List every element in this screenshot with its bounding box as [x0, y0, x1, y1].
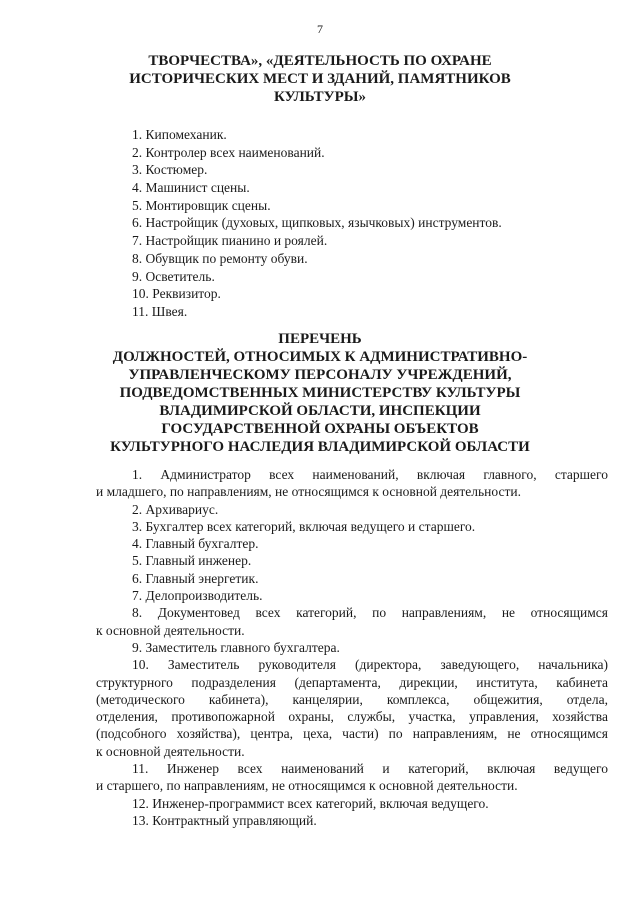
positions-list-administrative	[96, 466, 608, 829]
list-item-line: 6. Главный энергетик.	[132, 570, 259, 586]
list-item: 1. Кипомеханик.	[132, 127, 227, 142]
list-item-line: 9. Заместитель главного бухгалтера.	[132, 639, 340, 655]
heading-line: КУЛЬТУРЫ»	[274, 89, 366, 105]
list-item: 3. Костюмер.	[132, 162, 208, 178]
list-item	[96, 570, 608, 587]
list-item-line: 5. Главный инженер.	[132, 553, 252, 569]
list-item: 9. Осветитель.	[132, 268, 215, 284]
heading-line: ГОСУДАРСТВЕННОЙ ОХРАНЫ ОБЪЕКТОВ	[161, 421, 479, 437]
list-item	[96, 587, 608, 604]
heading-line: ИСТОРИЧЕСКИХ МЕСТ И ЗДАНИЙ, ПАМЯТНИКОВ	[129, 71, 511, 87]
section-heading-continued	[0, 52, 640, 106]
heading-line: ТВОРЧЕСТВА», «ДЕЯТЕЛЬНОСТЬ ПО ОХРАНЕ	[148, 53, 492, 69]
list-item-line: (подсобного хозяйства), центра, цеха, части) по направлениям, не относящимся	[96, 726, 608, 742]
list-item-line: и старшего, по направлениям, не относящимся к основной деятельности.	[96, 778, 518, 794]
list-item: 2. Контролер всех наименований.	[132, 144, 325, 160]
list-item-line: к основной деятельности.	[96, 743, 245, 759]
heading-line: КУЛЬТУРНОГО НАСЛЕДИЯ ВЛАДИМИРСКОЙ ОБЛАСТИ	[110, 439, 530, 455]
list-item-line: 2. Архивариус.	[132, 501, 219, 517]
heading-line: ПЕРЕЧЕНЬ	[278, 331, 362, 347]
list-title	[0, 330, 640, 456]
list-item	[96, 795, 608, 812]
list-item	[96, 604, 608, 639]
list-item: 6. Настройщик (духовых, щипковых, язычковых) инструментов.	[132, 215, 502, 231]
list-item: 10. Реквизитор.	[132, 286, 221, 302]
list-item-line: 13. Контрактный управляющий.	[132, 812, 317, 828]
list-item: 5. Монтировщик сцены.	[132, 197, 271, 213]
page-number: 7	[317, 22, 323, 36]
list-item	[96, 812, 608, 829]
list-item: 4. Машинист сцены.	[132, 180, 250, 196]
list-item-line: 11. Инженер всех наименований и категорий, включая ведущего	[132, 761, 608, 777]
list-item	[96, 466, 608, 501]
list-item	[96, 535, 608, 552]
list-item	[96, 518, 608, 535]
list-item	[96, 656, 608, 760]
list-item-line: и младшего, по направлениям, не относящимся к основной деятельности.	[96, 484, 521, 500]
list-item	[96, 639, 608, 656]
list-item-line: 4. Главный бухгалтер.	[132, 536, 259, 552]
list-item-line: 10. Заместитель руководителя (директора, заведующего, начальника)	[132, 657, 608, 673]
heading-line: ПОДВЕДОМСТВЕННЫХ МИНИСТЕРСТВУ КУЛЬТУРЫ	[119, 385, 521, 401]
list-item	[96, 501, 608, 518]
positions-list-creative	[132, 126, 502, 321]
list-item: 11. Швея.	[132, 303, 188, 319]
list-item-line: 1. Администратор всех наименований, включая главного, старшего	[132, 467, 608, 482]
list-item-line: 3. Бухгалтер всех категорий, включая ведущего и старшего.	[132, 518, 476, 534]
heading-line: УПРАВЛЕНЧЕСКОМУ ПЕРСОНАЛУ УЧРЕЖДЕНИЙ,	[128, 367, 512, 383]
list-item-line: отделения, противопожарной охраны, службы, участка, управления, хозяйства	[96, 709, 608, 725]
heading-line: ВЛАДИМИРСКОЙ ОБЛАСТИ, ИНСПЕКЦИИ	[159, 403, 481, 419]
list-item: 7. Настройщик пианино и роялей.	[132, 233, 328, 249]
list-item-line: 12. Инженер-программист всех категорий, включая ведущего.	[132, 795, 489, 811]
heading-line: ДОЛЖНОСТЕЙ, ОТНОСИМЫХ К АДМИНИСТРАТИВНО-	[112, 349, 528, 365]
list-item	[96, 552, 608, 569]
list-item-line: (методического кабинета), канцелярии, комплекса, общежития, отдела,	[96, 691, 608, 707]
list-item	[96, 760, 608, 795]
list-item-line: структурного подразделения (департамента, дирекции, института, кабинета	[96, 674, 608, 690]
list-item: 8. Обувщик по ремонту обуви.	[132, 250, 308, 266]
list-item-line: 8. Документовед всех категорий, по направлениям, не относящимся	[132, 605, 608, 621]
list-item-line: 7. Делопроизводитель.	[132, 588, 263, 604]
list-item-line: к основной деятельности.	[96, 622, 245, 638]
